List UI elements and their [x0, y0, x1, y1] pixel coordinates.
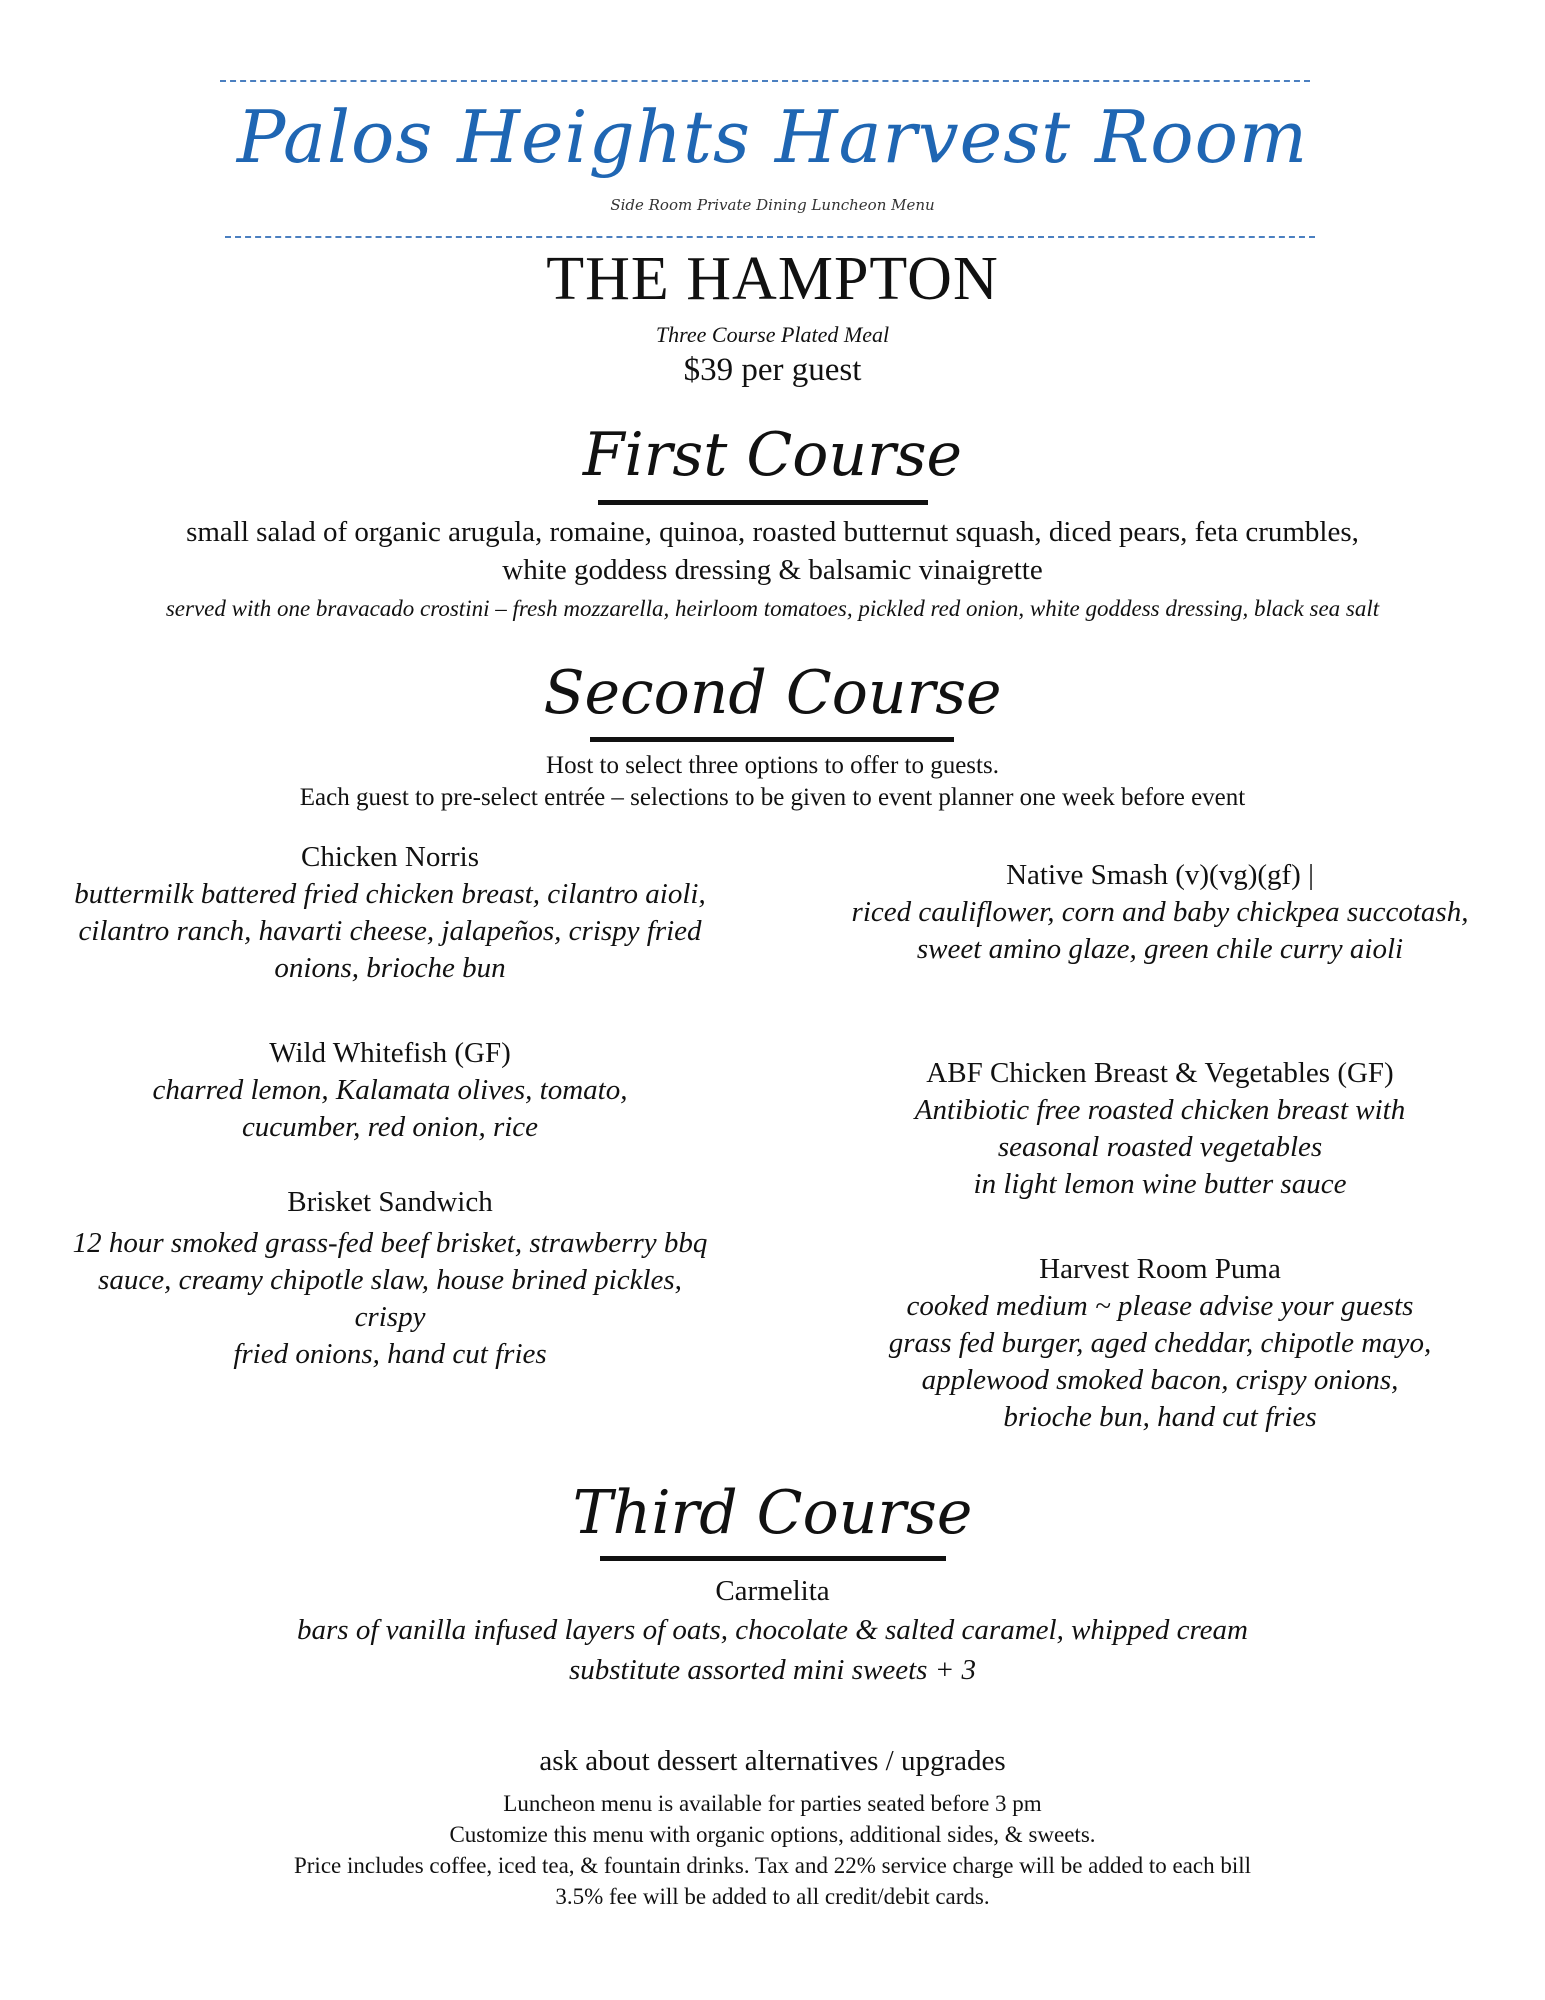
dish-desc-line: cucumber, red onion, rice — [241, 1111, 539, 1143]
dish-desc-line: charred lemon, Kalamata olives, tomato, — [152, 1074, 628, 1106]
dish-harvest-room-puma — [840, 1250, 1480, 1436]
dish-name: Wild Whitefish (GF) — [269, 1037, 511, 1069]
dish-name: Brisket Sandwich — [287, 1186, 493, 1218]
dish-chicken-norris — [60, 838, 720, 987]
footer-line: Customize this menu with organic options, additional sides, & sweets. — [449, 1822, 1096, 1847]
dish-brisket-sandwich — [60, 1183, 720, 1373]
dish-desc-line: cilantro ranch, havarti cheese, jalapeños, crispy fried — [78, 915, 702, 947]
footer-line: Luncheon menu is available for parties seated before 3 pm — [503, 1791, 1042, 1816]
dessert-desc-1: bars of vanilla infused layers of oats, chocolate & salted caramel, whipped cream — [297, 1614, 1248, 1646]
menu-subtitle-script: Side Room Private Dining Luncheon Menu — [610, 196, 935, 214]
dish-name: Chicken Norris — [301, 841, 479, 873]
third-course-underline — [600, 1556, 946, 1561]
second-course-heading: Second Course — [543, 658, 1002, 728]
dish-desc-line: sweet amino glaze, green chile curry aioli — [916, 933, 1404, 965]
third-course-heading: Third Course — [572, 1478, 973, 1548]
dessert-ask: ask about dessert alternatives / upgrades — [539, 1745, 1006, 1777]
bottom-dashed-divider — [225, 236, 1315, 238]
dish-desc-line: sauce, creamy chipotle slaw, house brined pickles, crispy — [98, 1264, 682, 1333]
dish-desc-line: brioche bun, hand cut fries — [1003, 1401, 1317, 1433]
first-course-line-1: small salad of organic arugula, romaine, quinoa, roasted butternut squash, diced pears, feta crumbles, — [186, 516, 1359, 548]
dish-desc-line: riced cauliflower, corn and baby chickpea succotash, — [851, 896, 1469, 928]
price: $39 per guest — [683, 352, 862, 388]
dessert-desc-2: substitute assorted mini sweets + 3 — [568, 1654, 977, 1686]
first-course-line-2: white goddess dressing & balsamic vinaigrette — [502, 554, 1043, 586]
footer-line: Price includes coffee, iced tea, & fountain drinks. Tax and 22% service charge will be added to each bill — [293, 1853, 1252, 1878]
footer-line: 3.5% fee will be added to all credit/debit cards. — [555, 1884, 990, 1909]
dish-desc-line: grass fed burger, aged cheddar, chipotle mayo, — [888, 1327, 1432, 1359]
restaurant-brand: Palos Heights Harvest Room — [236, 95, 1309, 179]
first-course-heading: First Course — [582, 420, 963, 490]
dish-abf-chicken-breast — [840, 1054, 1480, 1203]
dish-desc-line: cooked medium ~ please advise your guests — [906, 1290, 1414, 1322]
dish-desc-line: Antibiotic free roasted chicken breast with — [914, 1094, 1406, 1126]
dish-desc-line: fried onions, hand cut fries — [233, 1338, 547, 1370]
first-course-underline — [598, 500, 928, 505]
dish-desc-line: onions, brioche bun — [274, 952, 506, 984]
dish-desc-line: seasonal roasted vegetables — [997, 1131, 1323, 1163]
dish-name: ABF Chicken Breast & Vegetables (GF) — [926, 1057, 1394, 1089]
dish-desc-line: 12 hour smoked grass-fed beef brisket, strawberry bbq — [72, 1227, 708, 1259]
dish-native-smash — [840, 856, 1480, 968]
dish-desc-line: buttermilk battered fried chicken breast, cilantro aioli, — [74, 878, 706, 910]
second-course-underline — [590, 737, 954, 742]
top-dashed-divider — [220, 80, 1310, 82]
host-instruction-1: Host to select three options to offer to guests. — [546, 752, 999, 779]
dish-desc-line: applewood smoked bacon, crispy onions, — [921, 1364, 1399, 1396]
host-instruction-2: Each guest to pre-select entrée – selections to be given to event planner one week before event — [299, 784, 1246, 811]
dish-wild-whitefish — [60, 1034, 720, 1146]
dish-name: Native Smash (v)(vg)(gf) | — [1006, 859, 1314, 891]
meal-type: Three Course Plated Meal — [655, 322, 890, 347]
dish-desc-line: in light lemon wine butter sauce — [973, 1168, 1347, 1200]
menu-title: THE HAMPTON — [546, 245, 999, 313]
dessert-name: Carmelita — [715, 1575, 830, 1607]
footer-notes — [0, 1788, 1545, 1912]
dish-name: Harvest Room Puma — [1039, 1253, 1281, 1285]
first-course-served-with: served with one bravacado crostini – fresh mozzarella, heirloom tomatoes, pickled red onion, white goddess dressing, black sea salt — [165, 596, 1380, 621]
